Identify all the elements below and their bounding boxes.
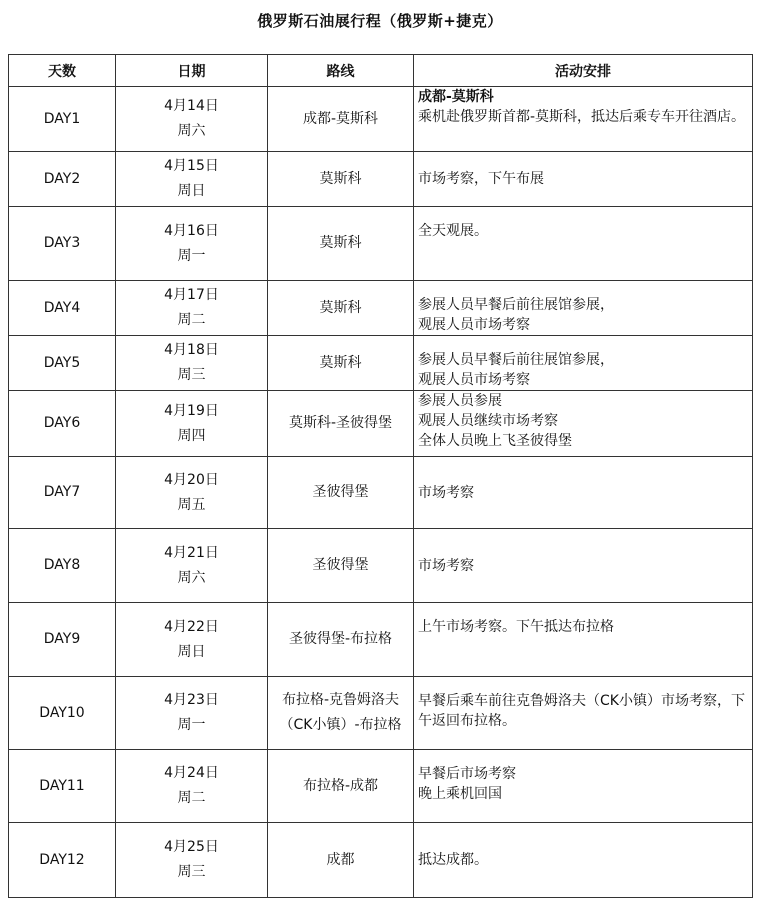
activity-cell — [414, 750, 753, 823]
route-text: （CK小镇）-布拉格 — [279, 717, 402, 733]
day-cell: DAY4 — [9, 281, 116, 336]
activity-text: 市场考察 — [418, 557, 474, 574]
header-day: 天数 — [9, 55, 116, 87]
date-text: 4月21日 — [164, 544, 219, 561]
route-cell — [268, 677, 414, 750]
route-cell — [268, 336, 414, 391]
activity-text: 市场考察，下午布展 — [418, 171, 544, 187]
weekday-text: 周日 — [177, 183, 206, 199]
activity-cell — [414, 336, 753, 391]
activity-text: 上午市场考察。下午抵达布拉格 — [418, 619, 614, 635]
activity-text: 参展人员早餐后前往展馆参展， — [418, 297, 614, 313]
table-row — [9, 336, 753, 391]
day-cell: DAY1 — [9, 87, 116, 152]
route-cell — [268, 457, 414, 529]
weekday-text: 周二 — [177, 790, 206, 806]
table-row — [9, 87, 753, 152]
route-cell — [268, 750, 414, 823]
route-text: 圣彼得堡-布拉格 — [288, 631, 393, 647]
date-cell — [116, 750, 268, 823]
date-cell — [116, 207, 268, 281]
itinerary-table — [8, 54, 753, 898]
activity-text: 早餐后市场考察 — [418, 766, 516, 782]
table-header-row — [9, 55, 753, 87]
route-text: 莫斯科 — [319, 354, 362, 371]
route-text: 莫斯科 — [319, 299, 362, 316]
date-cell — [116, 152, 268, 207]
activity-cell — [414, 207, 753, 281]
table-row — [9, 152, 753, 207]
activity-text: 参展人员早餐后前往展馆参展， — [418, 352, 614, 368]
activity-cell — [414, 391, 753, 457]
route-text: 圣彼得堡 — [312, 484, 369, 500]
date-cell — [116, 391, 268, 457]
date-cell — [116, 823, 268, 898]
route-text: 圣彼得堡 — [312, 557, 369, 573]
activity-text: 观展人员继续市场考察 — [418, 413, 558, 429]
header-date: 日期 — [116, 55, 268, 87]
route-cell — [268, 529, 414, 603]
route-cell — [268, 152, 414, 207]
weekday-text: 周六 — [177, 123, 206, 139]
weekday-text: 周日 — [177, 643, 206, 660]
day-cell: DAY9 — [9, 603, 116, 677]
activity-text: 早餐后乘车前往克鲁姆洛夫（CK小镇）市场考察，下午返回布拉格。 — [418, 693, 745, 729]
header-activity: 活动安排 — [414, 55, 753, 87]
table-row — [9, 823, 753, 898]
activity-text: 市场考察 — [418, 484, 474, 501]
activity-cell — [414, 823, 753, 898]
activity-text: 观展人员市场考察 — [418, 372, 530, 388]
table-row — [9, 457, 753, 529]
route-cell — [268, 603, 414, 677]
day-cell: DAY11 — [9, 750, 116, 823]
date-cell — [116, 603, 268, 677]
activity-text: 抵达成都。 — [418, 852, 488, 868]
day-cell: DAY2 — [9, 152, 116, 207]
weekday-text: 周三 — [177, 367, 206, 383]
date-cell — [116, 529, 268, 603]
day-cell: DAY8 — [9, 529, 116, 603]
activity-text: 全天观展。 — [418, 223, 488, 239]
date-cell — [116, 281, 268, 336]
weekday-text: 周五 — [177, 496, 206, 513]
document-title: 俄罗斯石油展行程（俄罗斯+捷克） — [257, 12, 503, 30]
date-cell — [116, 677, 268, 750]
weekday-text: 周一 — [177, 247, 206, 264]
day-cell: DAY10 — [9, 677, 116, 750]
table-row — [9, 281, 753, 336]
itinerary-body — [9, 87, 753, 898]
route-text: 布拉格-成都 — [302, 777, 379, 794]
weekday-text: 周二 — [177, 312, 206, 328]
activity-cell — [414, 152, 753, 207]
route-cell — [268, 391, 414, 457]
table-row — [9, 750, 753, 823]
activity-cell — [414, 457, 753, 529]
weekday-text: 周六 — [177, 569, 206, 586]
route-text: 布拉格-克鲁姆洛夫 — [281, 692, 400, 708]
activity-cell — [414, 529, 753, 603]
table-row — [9, 603, 753, 677]
date-text: 4月22日 — [164, 618, 219, 635]
date-text: 4月14日 — [164, 98, 219, 114]
date-text: 4月15日 — [164, 158, 219, 174]
table-row — [9, 207, 753, 281]
day-cell: DAY7 — [9, 457, 116, 529]
route-cell — [268, 87, 414, 152]
activity-text: 晚上乘机回国 — [418, 786, 502, 802]
day-cell: DAY6 — [9, 391, 116, 457]
route-text: 成都 — [326, 851, 355, 868]
route-cell — [268, 281, 414, 336]
date-text: 4月16日 — [164, 222, 219, 239]
activity-text: 参展人员参展 — [418, 393, 502, 409]
activity-text: 全体人员晚上飞圣彼得堡 — [418, 433, 572, 449]
route-text: 成都-莫斯科 — [302, 110, 379, 127]
date-text: 4月19日 — [164, 402, 219, 419]
table-row — [9, 391, 753, 457]
day-cell: DAY5 — [9, 336, 116, 391]
activity-cell — [414, 87, 753, 152]
day-cell: DAY3 — [9, 207, 116, 281]
header-route: 路线 — [268, 55, 414, 87]
route-text: 莫斯科 — [319, 170, 362, 187]
activity-cell — [414, 677, 753, 750]
date-cell — [116, 457, 268, 529]
weekday-text: 周一 — [177, 717, 206, 733]
weekday-text: 周四 — [177, 427, 206, 444]
date-text: 4月25日 — [164, 839, 219, 855]
route-cell — [268, 207, 414, 281]
route-text: 莫斯科 — [319, 235, 362, 251]
route-text: 莫斯科-圣彼得堡 — [288, 415, 393, 431]
date-cell — [116, 336, 268, 391]
activity-cell — [414, 281, 753, 336]
activity-text: 观展人员市场考察 — [418, 317, 530, 333]
date-text: 4月18日 — [164, 342, 219, 358]
weekday-text: 周三 — [177, 864, 206, 880]
date-cell — [116, 87, 268, 152]
date-text: 4月24日 — [164, 765, 219, 781]
activity-cell — [414, 603, 753, 677]
date-text: 4月23日 — [164, 692, 219, 708]
date-text: 4月17日 — [164, 287, 219, 303]
route-cell — [268, 823, 414, 898]
table-row — [9, 529, 753, 603]
activity-text: 乘机赴俄罗斯首都-莫斯科，抵达后乘专车开往酒店。 — [418, 109, 746, 125]
table-row — [9, 677, 753, 750]
activity-heading: 成都-莫斯科 — [418, 89, 494, 105]
date-text: 4月20日 — [164, 471, 219, 488]
day-cell: DAY12 — [9, 823, 116, 898]
